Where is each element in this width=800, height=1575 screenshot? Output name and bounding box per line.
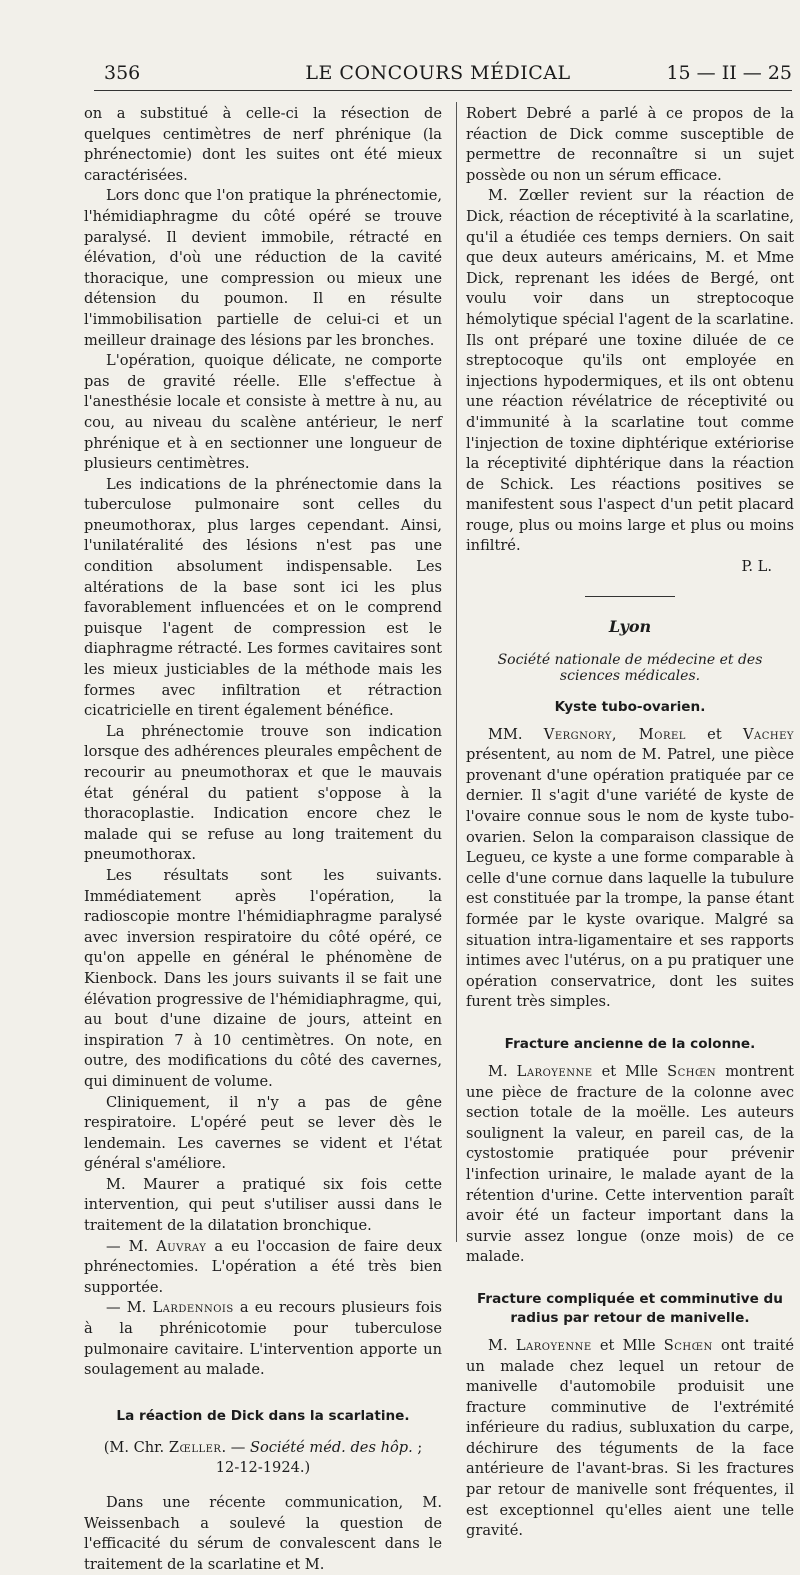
paragraph: M. Zœller revient sur la réaction de Dick, réaction de réceptivité à la scarlatine, qu'il a étudiée ces temps derniers. On sait que deux auteurs américains, M. et Mme Dick, reprenant les idées de Bergé, ont voulu voir dans un streptocoque hémolytique spécial l'agent de la scarlatine. Ils ont préparé une toxine diluée de ce streptocoque qu'ils ont employée en injections hypodermiques, et ils ont obtenu une réaction révélatrice de réceptivité ou d'immunité à la scarlatine tout comme l'injection de toxine diphtérique extériorise la réceptivité diphtérique dans la réaction de Schick. Les réactions positives se manifestent sous l'aspect d'un petit placard rouge, plus ou moins large et plus ou moins infiltré.: [466, 187, 794, 555]
text-run: ; 12-12-1924.): [215, 1438, 423, 1477]
section-title-fracture-colonne: Fracture ancienne de la colonne.: [504, 1035, 756, 1052]
society-heading: Société nationale de médecine et des sciences médicales.: [497, 651, 763, 684]
section-title-kyste: Kyste tubo-ovarien.: [554, 698, 706, 715]
text-run: M.: [488, 1062, 517, 1080]
citation: [84, 1438, 442, 1479]
author-name: Vachey: [742, 725, 794, 743]
text-run: — M.: [106, 1237, 157, 1255]
text-run: et Mlle: [591, 1336, 664, 1354]
paragraph: [466, 1336, 794, 1542]
journal-title: LE CONCOURS MÉDICAL: [305, 62, 571, 84]
right-column: [466, 104, 794, 1542]
text-run: a eu recours plusieurs fois à la phrénicotomie pour tuberculose pulmonaire cavitaire. L'intervention apporte un soulagement au malade.: [84, 1299, 442, 1379]
text-run: MM.: [488, 725, 544, 743]
paragraph: [466, 725, 794, 1013]
paragraph: [84, 1298, 442, 1380]
paragraph: L'opération, quoique délicate, ne comporte pas de gravité réelle. Elle s'effectue à l'anesthésie locale et consiste à mettre à nu, au cou, au niveau du scalène antérieur, le nerf phrénique et à en sectionner une longueur de plusieurs centimètres.: [84, 352, 442, 473]
paragraph: Les résultats sont les suivants. Immédiatement après l'opération, la radioscopie montre l'hémidiaphragme paralysé avec inversion respiratoire du côté opéré, ce qu'on appelle en général le phénomène de Kienbock. Dans les jours suivants il se fait une élévation progressive de l'hémidiaphragme, qui, au bout d'une dizaine de jours, atteint en inspiration 7 à 10 centimètres. On note, en outre, des modifications du côté des cavernes, qui diminuent de volume.: [84, 866, 442, 1090]
city-heading: Lyon: [608, 616, 652, 636]
text-run: . —: [221, 1438, 250, 1456]
issue-date: 15 — II — 25: [666, 62, 792, 84]
page-number: 356: [104, 62, 141, 84]
paragraph: Lors donc que l'on pratique la phrénectomie, l'hémidiaphragme du côté opéré se trouve paralysé. Il devient immobile, rétracté en élévation, d'où une réduction de la cavité thoracique, une compression ou mieux une détension du poumon. Il en résulte l'immobilisation partielle de celui-ci et un meilleur drainage des lésions par les bronches.: [84, 187, 442, 349]
author-name: Zœller: [168, 1438, 222, 1456]
page-header: [84, 58, 792, 92]
author-name: Vergnory, Morel: [543, 725, 686, 743]
paragraph: Dans une récente communication, M. Weissenbach a soulevé la question de l'efficacité du sérum de convalescent dans le traitement de la scarlatine et M.: [84, 1494, 442, 1573]
author-name: Laroyenne: [516, 1062, 593, 1080]
author-name: Schœn: [663, 1336, 713, 1354]
text-run: et Mlle: [592, 1062, 668, 1080]
text-run: a eu l'occasion de faire deux phrénectomies. L'opération a été très bien supportée.: [84, 1237, 442, 1296]
paragraph: Les indications de la phrénectomie dans la tuberculose pulmonaire sont celles du pneumothorax, plus larges cependant. Ainsi, l'unilatéralité des lésions n'est pas une condition absolument indispensable. Les altérations de la base sont ici les plus favorablement influencées et on le comprend puisque l'agent de compression est le diaphragme rétracté. Les formes cavitaires sont les mieux justiciables de la méthode mais les formes avec infiltration et rétraction cicatricielle en tirent également bénéfice.: [84, 475, 442, 720]
author-name: Schœn: [667, 1062, 717, 1080]
author-name: Lardennois: [152, 1299, 234, 1317]
section-title-dick: La réaction de Dick dans la scarlatine.: [116, 1407, 410, 1424]
header-rule: [94, 90, 792, 91]
paragraph: [84, 1237, 442, 1299]
text-run: M.: [488, 1336, 516, 1354]
text-run: ont traité un malade chez lequel un retour de manivelle d'automobile produisit une fracture comminutive de l'extrémité inférieure du radius, subluxation du carpe, déchirure des téguments de la face antérieure de l'avant-bras. Si les fractures par retour de manivelle sont fréquentes, il est exceptionnel qu'elles aient une telle gravité.: [466, 1336, 794, 1540]
left-column: [84, 104, 442, 1575]
text-run: présentent, au nom de M. Patrel, une pièce provenant d'une opération pratiquée par ce dernier. Il s'agit d'une variété de kyste de l'ovaire connue sous le nom de kyste tubo-ovarien. Selon la comparaison classique de Legueu, ce kyste a une forme comparable à celle d'une cornue dans laquelle la tubulure est constituée par la trompe, la panse étant formée par le kyste ovarique. Malgré sa situation intra-ligamentaire et ses rapports intimes avec l'utérus, on a pu pratiquer une opération conservatrice, dont les suites furent très simples.: [466, 746, 794, 1011]
signature: P. L.: [741, 558, 772, 576]
paragraph: Cliniquement, il n'y a pas de gêne respiratoire. L'opéré peut se lever dès le lendemain. Les cavernes se vident et l'état général s'améliore.: [84, 1093, 442, 1173]
paragraph: M. Maurer a pratiqué six fois cette intervention, qui peut s'utiliser aussi dans le traitement de la dilatation bronchique.: [84, 1175, 442, 1235]
author-name: Laroyenne: [515, 1336, 592, 1354]
paragraph: [466, 1062, 794, 1268]
column-divider: [456, 102, 457, 1242]
text-run: (M. Chr.: [103, 1438, 169, 1456]
text-run: et: [685, 725, 743, 743]
text-run: — M.: [106, 1299, 153, 1317]
journal-ref: Société méd. des hôp.: [249, 1438, 413, 1456]
text-run: montrent une pièce de fracture de la colonne avec section totale de la moëlle. Les auteurs soulignent la valeur, en pareil cas, de la cystostomie pratiquée pour prévenir l'infection urinaire, le malade ayant de la rétention d'urine. Cette intervention paraît avoir été un facteur important dans la survie assez longue (onze mois) de ce malade.: [466, 1062, 794, 1266]
author-name: Auvray: [156, 1237, 207, 1255]
section-title-fracture-radius: Fracture compliquée et comminutive du radius par retour de manivelle.: [477, 1290, 783, 1326]
paragraph: on a substitué à celle-ci la résection de quelques centimètres de nerf phrénique (la phrénectomie) dont les suites ont été mieux caractérisées.: [84, 105, 442, 184]
section-rule: [585, 596, 675, 597]
paragraph: La phrénectomie trouve son indication lorsque des adhérences pleurales empêchent de recourir au pneumothorax et que le mauvais état général du patient s'oppose à la thoracoplastie. Indication encore chez le malade qui se refuse au long traitement du pneumothorax.: [84, 722, 442, 864]
paragraph: Robert Debré a parlé à ce propos de la réaction de Dick comme susceptible de permettre de reconnaître si un sujet possède ou non un sérum efficace.: [466, 105, 794, 184]
